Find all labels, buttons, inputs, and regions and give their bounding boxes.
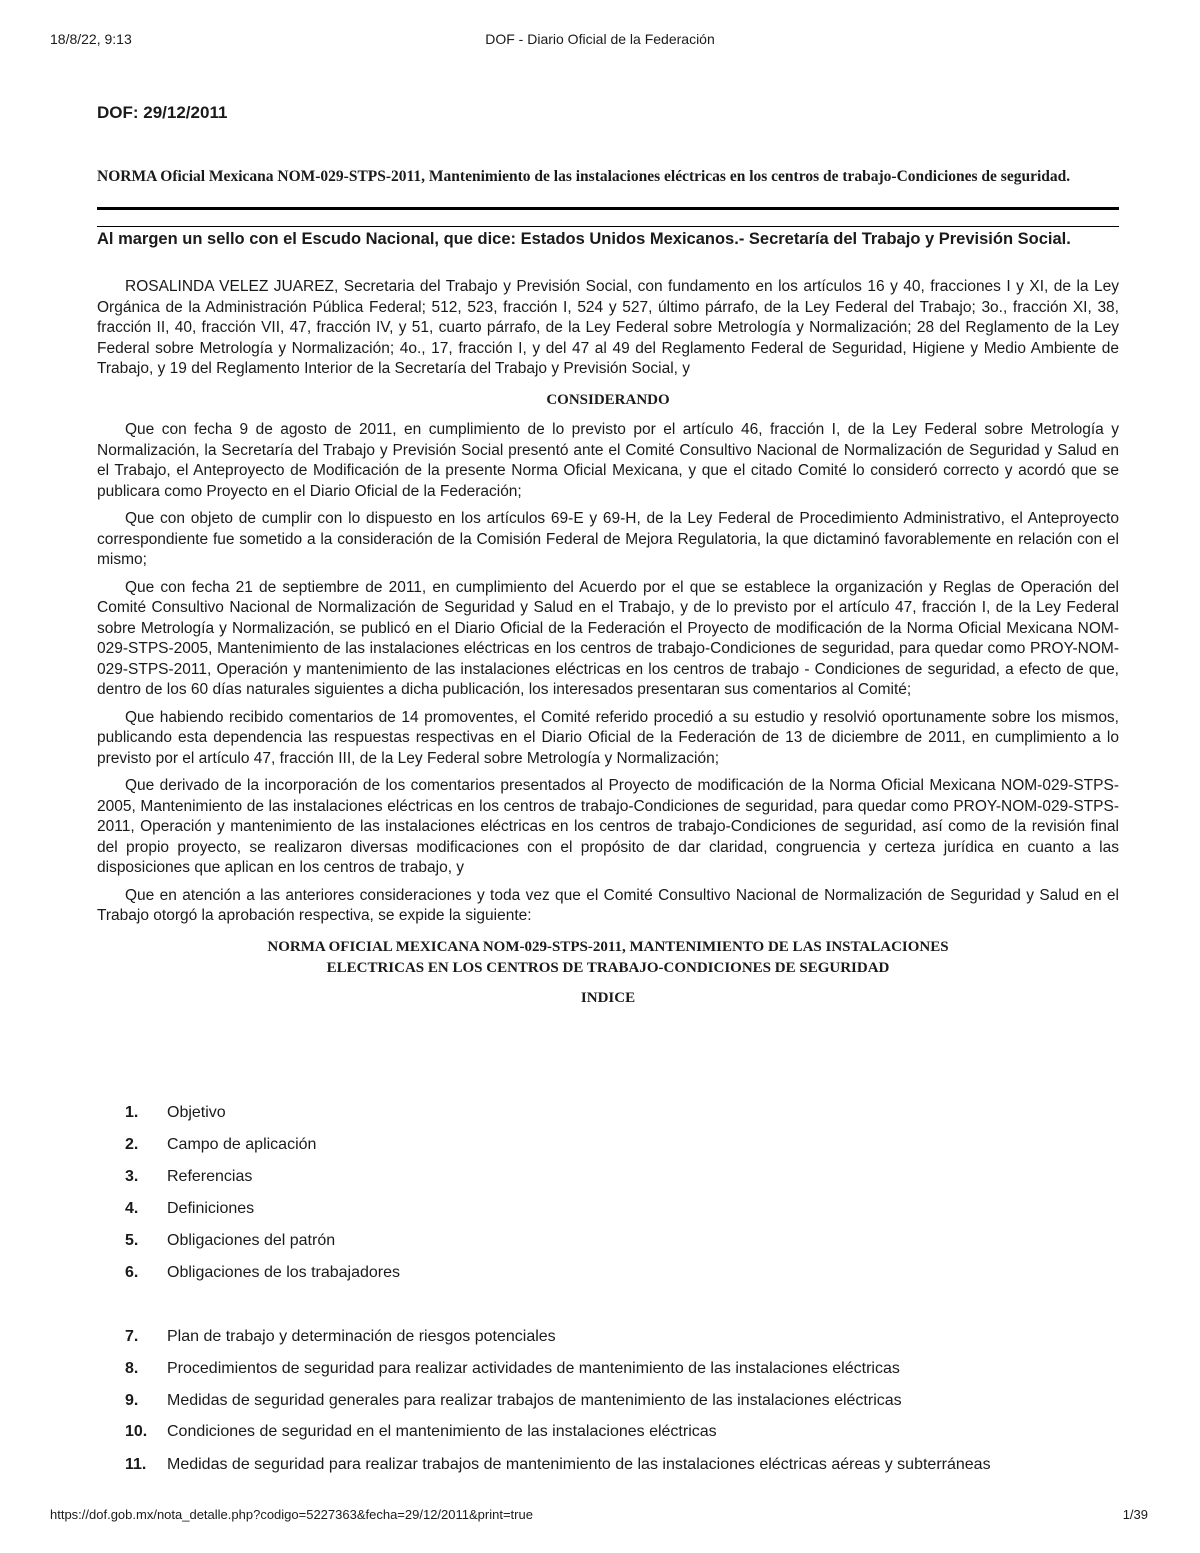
considerando-paragraph: Que con fecha 9 de agosto de 2011, en cumplimiento de lo previsto por el artículo 46, fracción I, de la Ley Federal sobre Metrología y Normalización, la Secretaría del Trabajo y Previsión Social presentó ante el Comité Consultivo Nacional de Normalización de Seguridad y Salud en el Trabajo, el Anteproyecto de Modificación de la presente Norma Oficial Mexicana, y que el citado Comité lo consideró correcto y acordó que se publicara como Proyecto en el Diario Oficial de la Federación;	[97, 421, 1119, 500]
norm-heading-line: ELECTRICAS EN LOS CENTROS DE TRABAJO-CONDICIONES DE SEGURIDAD	[326, 959, 890, 976]
index-item	[125, 1360, 900, 1378]
title-rule-thick	[97, 207, 1119, 210]
index-number: 3.	[125, 1168, 139, 1185]
index-item	[125, 1232, 335, 1250]
document-body	[97, 277, 1119, 1008]
index-label: Objetivo	[167, 1104, 226, 1121]
index-item	[125, 1392, 902, 1410]
index-label: Campo de aplicación	[167, 1136, 317, 1153]
index-item	[125, 1423, 717, 1441]
norm-heading	[97, 937, 1119, 979]
index-number: 2.	[125, 1136, 139, 1153]
index-number: 11.	[125, 1456, 147, 1473]
index-item	[125, 1264, 400, 1282]
index-label: Medidas de seguridad generales para realizar trabajos de mantenimiento de las instalaciones eléctricas	[167, 1392, 902, 1409]
index-number: 10.	[125, 1423, 148, 1440]
index-number: 6.	[125, 1264, 139, 1281]
considerando-paragraph: Que en atención a las anteriores consideraciones y toda vez que el Comité Consultivo Nacional de Normalización de Seguridad y Salud en el Trabajo otorgó la aprobación respectiva, se expide la siguiente:	[97, 886, 1119, 924]
index-label: Procedimientos de seguridad para realizar actividades de mantenimiento de las instalaciones eléctricas	[167, 1360, 900, 1377]
index-number: 4.	[125, 1200, 139, 1217]
considerando-paragraph: Que con fecha 21 de septiembre de 2011, en cumplimiento del Acuerdo por el que se establece la organización y Reglas de Operación del Comité Consultivo Nacional de Normalización de Seguridad y Salud en el Trabajo, y de lo previsto por el artículo 47, fracción I, de la Ley Federal sobre Metrología y Normalización, se publicó en el Diario Oficial de la Federación el Proyecto de modificación de la Norma Oficial Mexicana NOM-029-STPS-2005, Mantenimiento de las instalaciones eléctricas en los centros de trabajo-Condiciones de seguridad, para quedar como PROY-NOM-029-STPS-2011, Operación y mantenimiento de las instalaciones eléctricas en los centros de trabajo - Condiciones de seguridad, a efecto de que, dentro de los 60 días naturales siguientes a dicha publicación, los interesados presentaran sus comentarios al Comité;	[97, 578, 1119, 698]
intro-paragraph: ROSALINDA VELEZ JUAREZ, Secretaria del Trabajo y Previsión Social, con fundamento en los artículos 16 y 40, fracciones I y XI, de la Ley Orgánica de la Administración Pública Federal; 512, 523, fracción I, 524 y 527, último párrafo, de la Ley Federal del Trabajo; 3o., fracción XI, 38, fracción II, 40, fracción VII, 47, fracción IV, y 51, cuarto párrafo, de la Ley Federal sobre Metrología y Normalización; 28 del Reglamento de la Ley Federal sobre Metrología y Normalización; 4o., 17, fracción I, y del 47 al 49 del Reglamento Federal de Seguridad, Higiene y Medio Ambiente de Trabajo, y 19 del Reglamento Interior de la Secretaría del Trabajo y Previsión Social, y	[97, 278, 1119, 377]
index-label: Medidas de seguridad para realizar trabajos de mantenimiento de las instalaciones eléctricas aéreas y subterráneas	[167, 1456, 991, 1473]
considerando-paragraph: Que habiendo recibido comentarios de 14 promoventes, el Comité referido procedió a su estudio y resolvió oportunamente sobre los mismos, publicando esta dependencia las respuestas respectivas en el Diario Oficial de la Federación de 13 de diciembre de 2011, en cumplimiento a lo previsto por el artículo 47, fracción III, de la Ley Federal sobre Metrología y Normalización;	[97, 708, 1119, 767]
index-item	[125, 1136, 316, 1154]
print-header-datetime: 18/8/22, 9:13	[50, 31, 132, 47]
print-footer-url: https://dof.gob.mx/nota_detalle.php?codigo=5227363&fecha=29/12/2011&print=true	[50, 1507, 533, 1522]
document-title: NORMA Oficial Mexicana NOM-029-STPS-2011, Mantenimiento de las instalaciones eléctricas en los centros de trabajo-Condiciones de seguridad.	[97, 168, 1071, 185]
index-number: 8.	[125, 1360, 139, 1377]
title-rule-thin	[97, 226, 1119, 227]
index-label: Condiciones de seguridad en el mantenimiento de las instalaciones eléctricas	[167, 1423, 717, 1440]
index-label: Obligaciones del patrón	[167, 1232, 336, 1249]
considerando-paragraph: Que con objeto de cumplir con lo dispuesto en los artículos 69-E y 69-H, de la Ley Federal de Procedimiento Administrativo, el Anteproyecto correspondiente fue sometido a la consideración de la Comisión Federal de Mejora Regulatoria, la que dictaminó favorablemente en relación con el mismo;	[97, 510, 1119, 568]
considerando-heading: CONSIDERANDO	[546, 391, 670, 408]
index-label: Definiciones	[167, 1200, 255, 1217]
norm-heading-line: NORMA OFICIAL MEXICANA NOM-029-STPS-2011, MANTENIMIENTO DE LAS INSTALACIONES	[267, 938, 949, 955]
index-number: 7.	[125, 1328, 139, 1345]
margin-note: Al margen un sello con el Escudo Nacional, que dice: Estados Unidos Mexicanos.- Secretaría del Trabajo y Previsión Social.	[97, 230, 1071, 248]
print-header-title: DOF - Diario Oficial de la Federación	[485, 31, 715, 47]
index-number: 5.	[125, 1232, 139, 1249]
index-item	[125, 1456, 991, 1474]
index-item	[125, 1328, 556, 1346]
indice-heading: INDICE	[580, 989, 636, 1006]
dof-date: DOF: 29/12/2011	[97, 103, 228, 122]
print-footer-page-number: 1/39	[1122, 1507, 1148, 1522]
index-item	[125, 1168, 252, 1186]
index-item	[125, 1104, 226, 1122]
index-number: 9.	[125, 1392, 139, 1409]
index-label: Plan de trabajo y determinación de riesgos potenciales	[167, 1328, 556, 1345]
index-item	[125, 1200, 254, 1218]
index-number: 1.	[125, 1104, 139, 1121]
considerando-paragraph: Que derivado de la incorporación de los comentarios presentados al Proyecto de modificación de la Norma Oficial Mexicana NOM-029-STPS-2005, Mantenimiento de las instalaciones eléctricas en los centros de trabajo-Condiciones de seguridad, para quedar como PROY-NOM-029-STPS-2011, Operación y mantenimiento de las instalaciones eléctricas en los centros de trabajo-Condiciones de seguridad, así como de la revisión final del propio proyecto, se realizaron diversas modificaciones con el propósito de dar claridad, congruencia y certeza jurídica en cuanto a las disposiciones que aplican en los centros de trabajo, y	[97, 777, 1119, 876]
index-label: Referencias	[167, 1168, 253, 1185]
index-label: Obligaciones de los trabajadores	[167, 1264, 401, 1281]
